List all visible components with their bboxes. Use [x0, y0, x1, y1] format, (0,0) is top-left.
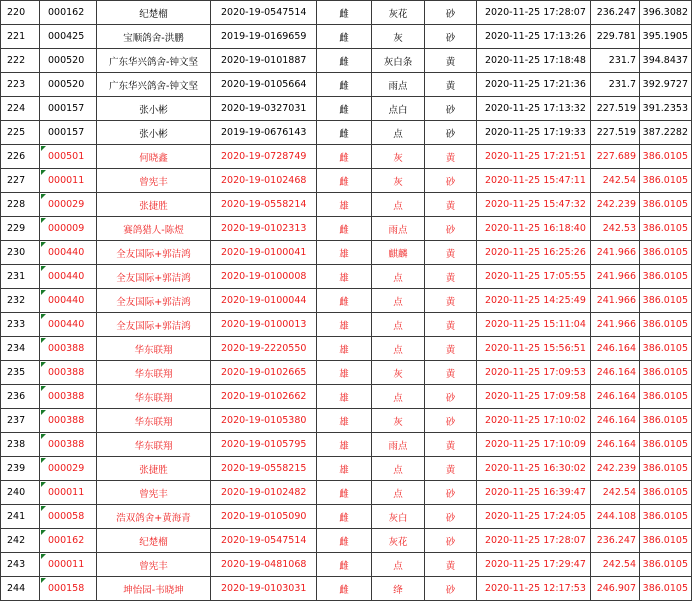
arrival-time-cell[interactable]: 2020-11-25 17:18:48 — [477, 49, 591, 73]
feather-color-cell[interactable]: 点 — [372, 481, 425, 505]
sex-cell[interactable]: 雄 — [317, 385, 372, 409]
ring-number-cell[interactable]: 2020-19-0102482 — [211, 481, 317, 505]
rank-cell[interactable]: 238 — [1, 433, 40, 457]
ring-number-cell[interactable]: 2020-19-0100013 — [211, 313, 317, 337]
distance-cell[interactable]: 242.239 — [591, 457, 640, 481]
member-id-cell[interactable]: 000157 — [40, 97, 97, 121]
table-row — [1, 457, 692, 481]
feather-color-cell[interactable]: 雨点 — [372, 73, 425, 97]
arrival-time-cell[interactable]: 2020-11-25 17:13:32 — [477, 97, 591, 121]
distance-cell[interactable]: 244.108 — [591, 505, 640, 529]
speed-cell[interactable]: 394.8437 — [640, 49, 692, 73]
table-row — [1, 409, 692, 433]
rank-cell[interactable]: 241 — [1, 505, 40, 529]
distance-cell[interactable]: 242.54 — [591, 553, 640, 577]
member-id-cell[interactable]: 000058 — [40, 505, 97, 529]
member-id-cell[interactable]: 000440 — [40, 289, 97, 313]
distance-cell[interactable]: 246.164 — [591, 361, 640, 385]
ring-number-cell[interactable]: 2020-19-0558215 — [211, 457, 317, 481]
member-id-cell[interactable]: 000029 — [40, 193, 97, 217]
arrival-time-cell[interactable]: 2020-11-25 15:56:51 — [477, 337, 591, 361]
member-id-cell[interactable]: 000011 — [40, 481, 97, 505]
owner-name-cell[interactable]: 全友国际+郭洁鸿 — [97, 265, 211, 289]
eye-sand-cell[interactable]: 黄 — [425, 145, 477, 169]
speed-cell[interactable]: 386.0105 — [640, 145, 692, 169]
owner-name-cell[interactable]: 张小彬 — [97, 121, 211, 145]
arrival-time-cell[interactable]: 2020-11-25 17:28:07 — [477, 1, 591, 25]
table-row — [1, 313, 692, 337]
eye-sand-cell[interactable]: 黄 — [425, 337, 477, 361]
eye-sand-cell[interactable]: 砂 — [425, 505, 477, 529]
ring-number-cell[interactable]: 2020-19-0558214 — [211, 193, 317, 217]
owner-name-cell[interactable]: 曾宪丰 — [97, 169, 211, 193]
eye-sand-cell[interactable]: 砂 — [425, 97, 477, 121]
table-row — [1, 145, 692, 169]
ring-number-cell[interactable]: 2020-19-0105380 — [211, 409, 317, 433]
ring-number-cell[interactable]: 2020-19-0105795 — [211, 433, 317, 457]
eye-sand-cell[interactable]: 砂 — [425, 121, 477, 145]
rank-cell[interactable]: 221 — [1, 25, 40, 49]
speed-cell[interactable]: 386.0105 — [640, 193, 692, 217]
ring-number-cell[interactable]: 2020-19-0481068 — [211, 553, 317, 577]
ring-number-cell[interactable]: 2020-19-0103031 — [211, 577, 317, 601]
sex-cell[interactable]: 雌 — [317, 97, 372, 121]
rank-cell[interactable]: 229 — [1, 217, 40, 241]
eye-sand-cell[interactable]: 黄 — [425, 265, 477, 289]
sex-cell[interactable]: 雌 — [317, 1, 372, 25]
feather-color-cell[interactable]: 点 — [372, 265, 425, 289]
member-id-cell[interactable]: 000440 — [40, 265, 97, 289]
rank-cell[interactable]: 222 — [1, 49, 40, 73]
table-row — [1, 337, 692, 361]
speed-cell[interactable]: 386.0105 — [640, 505, 692, 529]
table-row — [1, 577, 692, 601]
rank-cell[interactable]: 227 — [1, 169, 40, 193]
owner-name-cell[interactable]: 全友国际+郭洁鸿 — [97, 313, 211, 337]
eye-sand-cell[interactable]: 砂 — [425, 25, 477, 49]
feather-color-cell[interactable]: 灰 — [372, 169, 425, 193]
owner-name-cell[interactable]: 宝顺鸽舍-洪鹏 — [97, 25, 211, 49]
table-row — [1, 217, 692, 241]
member-id-cell[interactable]: 000440 — [40, 241, 97, 265]
distance-cell[interactable]: 227.519 — [591, 121, 640, 145]
eye-sand-cell[interactable]: 砂 — [425, 1, 477, 25]
distance-cell[interactable]: 246.164 — [591, 337, 640, 361]
distance-cell[interactable]: 241.966 — [591, 241, 640, 265]
eye-sand-cell[interactable]: 黄 — [425, 361, 477, 385]
distance-cell[interactable]: 246.164 — [591, 409, 640, 433]
owner-name-cell[interactable]: 纪楚榴 — [97, 1, 211, 25]
speed-cell[interactable]: 386.0105 — [640, 481, 692, 505]
owner-name-cell[interactable]: 华东联翔 — [97, 337, 211, 361]
speed-cell[interactable]: 391.2353 — [640, 97, 692, 121]
feather-color-cell[interactable]: 雨点 — [372, 217, 425, 241]
distance-cell[interactable]: 236.247 — [591, 529, 640, 553]
sex-cell[interactable]: 雌 — [317, 529, 372, 553]
owner-name-cell[interactable]: 张小彬 — [97, 97, 211, 121]
speed-cell[interactable]: 386.0105 — [640, 529, 692, 553]
ring-number-cell[interactable]: 2020-19-0100008 — [211, 265, 317, 289]
distance-cell[interactable]: 231.7 — [591, 49, 640, 73]
arrival-time-cell[interactable]: 2020-11-25 17:19:33 — [477, 121, 591, 145]
speed-cell[interactable]: 396.3082 — [640, 1, 692, 25]
owner-name-cell[interactable]: 张捷胜 — [97, 193, 211, 217]
ring-number-cell[interactable]: 2020-19-0100041 — [211, 241, 317, 265]
member-id-cell[interactable]: 000388 — [40, 433, 97, 457]
feather-color-cell[interactable]: 灰 — [372, 25, 425, 49]
table-row — [1, 433, 692, 457]
speed-cell[interactable]: 386.0105 — [640, 217, 692, 241]
distance-cell[interactable]: 242.239 — [591, 193, 640, 217]
arrival-time-cell[interactable]: 2020-11-25 17:10:02 — [477, 409, 591, 433]
feather-color-cell[interactable]: 点 — [372, 385, 425, 409]
ring-number-cell[interactable]: 2020-19-0105664 — [211, 73, 317, 97]
speed-cell[interactable]: 392.9727 — [640, 73, 692, 97]
distance-cell[interactable]: 242.54 — [591, 481, 640, 505]
eye-sand-cell[interactable]: 黄 — [425, 457, 477, 481]
rank-cell[interactable]: 236 — [1, 385, 40, 409]
feather-color-cell[interactable]: 点 — [372, 337, 425, 361]
owner-name-cell[interactable]: 广东华兴鸽舍-钟文坚 — [97, 73, 211, 97]
sex-cell[interactable]: 雌 — [317, 217, 372, 241]
sex-cell[interactable]: 雄 — [317, 433, 372, 457]
eye-sand-cell[interactable]: 砂 — [425, 217, 477, 241]
sex-cell[interactable]: 雌 — [317, 73, 372, 97]
distance-cell[interactable]: 246.164 — [591, 385, 640, 409]
owner-name-cell[interactable]: 赛鸽猎人-陈煜 — [97, 217, 211, 241]
feather-color-cell[interactable]: 灰花 — [372, 529, 425, 553]
feather-color-cell[interactable]: 麒麟 — [372, 241, 425, 265]
arrival-time-cell[interactable]: 2020-11-25 17:29:47 — [477, 553, 591, 577]
owner-name-cell[interactable]: 华东联翔 — [97, 409, 211, 433]
member-id-cell[interactable]: 000440 — [40, 313, 97, 337]
member-id-cell[interactable]: 000388 — [40, 337, 97, 361]
eye-sand-cell[interactable]: 黄 — [425, 553, 477, 577]
sex-cell[interactable]: 雌 — [317, 25, 372, 49]
member-id-cell[interactable]: 000520 — [40, 73, 97, 97]
owner-name-cell[interactable]: 浩双鸽舍+黄海青 — [97, 505, 211, 529]
distance-cell[interactable]: 241.966 — [591, 289, 640, 313]
eye-sand-cell[interactable]: 砂 — [425, 529, 477, 553]
table-row — [1, 361, 692, 385]
feather-color-cell[interactable]: 点 — [372, 121, 425, 145]
member-id-cell[interactable]: 000520 — [40, 49, 97, 73]
ring-number-cell[interactable]: 2020-19-0728749 — [211, 145, 317, 169]
feather-color-cell[interactable]: 点 — [372, 313, 425, 337]
rank-cell[interactable]: 239 — [1, 457, 40, 481]
eye-sand-cell[interactable]: 砂 — [425, 385, 477, 409]
owner-name-cell[interactable]: 全友国际+郭洁鸿 — [97, 241, 211, 265]
eye-sand-cell[interactable]: 砂 — [425, 409, 477, 433]
member-id-cell[interactable]: 000158 — [40, 577, 97, 601]
sex-cell[interactable]: 雄 — [317, 409, 372, 433]
sex-cell[interactable]: 雌 — [317, 169, 372, 193]
rank-cell[interactable]: 240 — [1, 481, 40, 505]
feather-color-cell[interactable]: 雨点 — [372, 433, 425, 457]
speed-cell[interactable]: 386.0105 — [640, 409, 692, 433]
owner-name-cell[interactable]: 何晓鑫 — [97, 145, 211, 169]
ring-number-cell[interactable]: 2020-19-0102665 — [211, 361, 317, 385]
rank-cell[interactable]: 223 — [1, 73, 40, 97]
ring-number-cell[interactable]: 2020-19-0327031 — [211, 97, 317, 121]
table-row — [1, 25, 692, 49]
rank-cell[interactable]: 234 — [1, 337, 40, 361]
rank-cell[interactable]: 226 — [1, 145, 40, 169]
sex-cell[interactable]: 雌 — [317, 289, 372, 313]
ring-number-cell[interactable]: 2020-19-0547514 — [211, 529, 317, 553]
owner-name-cell[interactable]: 华东联翔 — [97, 433, 211, 457]
speed-cell[interactable]: 386.0105 — [640, 169, 692, 193]
member-id-cell[interactable]: 000162 — [40, 1, 97, 25]
ring-number-cell[interactable]: 2020-19-0102662 — [211, 385, 317, 409]
feather-color-cell[interactable]: 灰 — [372, 409, 425, 433]
feather-color-cell[interactable]: 点 — [372, 289, 425, 313]
owner-name-cell[interactable]: 全友国际+郭洁鸿 — [97, 289, 211, 313]
table-row — [1, 169, 692, 193]
arrival-time-cell[interactable]: 2020-11-25 17:09:53 — [477, 361, 591, 385]
member-id-cell[interactable]: 000162 — [40, 529, 97, 553]
owner-name-cell[interactable]: 曾宪丰 — [97, 481, 211, 505]
sex-cell[interactable]: 雄 — [317, 241, 372, 265]
rank-cell[interactable]: 224 — [1, 97, 40, 121]
eye-sand-cell[interactable]: 黄 — [425, 73, 477, 97]
table-row — [1, 289, 692, 313]
table-row — [1, 385, 692, 409]
table-row — [1, 193, 692, 217]
speed-cell[interactable]: 386.0105 — [640, 241, 692, 265]
arrival-time-cell[interactable]: 2020-11-25 17:10:09 — [477, 433, 591, 457]
arrival-time-cell[interactable]: 2020-11-25 15:11:04 — [477, 313, 591, 337]
feather-color-cell[interactable]: 点 — [372, 457, 425, 481]
arrival-time-cell[interactable]: 2020-11-25 17:28:07 — [477, 529, 591, 553]
ring-number-cell[interactable]: 2020-19-0102313 — [211, 217, 317, 241]
speed-cell[interactable]: 386.0105 — [640, 385, 692, 409]
speed-cell[interactable]: 386.0105 — [640, 265, 692, 289]
sex-cell[interactable]: 雌 — [317, 505, 372, 529]
member-id-cell[interactable]: 000388 — [40, 385, 97, 409]
arrival-time-cell[interactable]: 2020-11-25 17:13:26 — [477, 25, 591, 49]
sex-cell[interactable]: 雄 — [317, 193, 372, 217]
distance-cell[interactable]: 229.781 — [591, 25, 640, 49]
speed-cell[interactable]: 386.0105 — [640, 289, 692, 313]
distance-cell[interactable]: 242.53 — [591, 217, 640, 241]
arrival-time-cell[interactable]: 2020-11-25 15:47:32 — [477, 193, 591, 217]
arrival-time-cell[interactable]: 2020-11-25 15:47:11 — [477, 169, 591, 193]
speed-cell[interactable]: 386.0105 — [640, 313, 692, 337]
eye-sand-cell[interactable]: 黄 — [425, 193, 477, 217]
arrival-time-cell[interactable]: 2020-11-25 16:18:40 — [477, 217, 591, 241]
owner-name-cell[interactable]: 华东联翔 — [97, 361, 211, 385]
arrival-time-cell[interactable]: 2020-11-25 17:21:51 — [477, 145, 591, 169]
arrival-time-cell[interactable]: 2020-11-25 17:09:58 — [477, 385, 591, 409]
speed-cell[interactable]: 386.0105 — [640, 337, 692, 361]
sex-cell[interactable]: 雌 — [317, 49, 372, 73]
sex-cell[interactable]: 雄 — [317, 457, 372, 481]
owner-name-cell[interactable]: 华东联翔 — [97, 385, 211, 409]
feather-color-cell[interactable]: 点 — [372, 553, 425, 577]
rank-cell[interactable]: 230 — [1, 241, 40, 265]
rank-cell[interactable]: 220 — [1, 1, 40, 25]
member-id-cell[interactable]: 000011 — [40, 553, 97, 577]
distance-cell[interactable]: 236.247 — [591, 1, 640, 25]
speed-cell[interactable]: 386.0105 — [640, 457, 692, 481]
owner-name-cell[interactable]: 张捷胜 — [97, 457, 211, 481]
distance-cell[interactable]: 246.164 — [591, 433, 640, 457]
arrival-time-cell[interactable]: 2020-11-25 12:17:53 — [477, 577, 591, 601]
eye-sand-cell[interactable]: 砂 — [425, 577, 477, 601]
table-row — [1, 49, 692, 73]
sex-cell[interactable]: 雌 — [317, 121, 372, 145]
speed-cell[interactable]: 386.0105 — [640, 553, 692, 577]
distance-cell[interactable]: 227.519 — [591, 97, 640, 121]
ring-number-cell[interactable]: 2020-19-0102468 — [211, 169, 317, 193]
speed-cell[interactable]: 386.0105 — [640, 361, 692, 385]
distance-cell[interactable]: 246.907 — [591, 577, 640, 601]
arrival-time-cell[interactable]: 2020-11-25 16:25:26 — [477, 241, 591, 265]
sex-cell[interactable]: 雄 — [317, 313, 372, 337]
sex-cell[interactable]: 雌 — [317, 577, 372, 601]
ring-number-cell[interactable]: 2020-19-0101887 — [211, 49, 317, 73]
rank-cell[interactable]: 235 — [1, 361, 40, 385]
table-row — [1, 553, 692, 577]
owner-name-cell[interactable]: 广东华兴鸽舍-钟文坚 — [97, 49, 211, 73]
feather-color-cell[interactable]: 点 — [372, 193, 425, 217]
rank-cell[interactable]: 225 — [1, 121, 40, 145]
arrival-time-cell[interactable]: 2020-11-25 16:39:47 — [477, 481, 591, 505]
speed-cell[interactable]: 395.1905 — [640, 25, 692, 49]
table-row — [1, 73, 692, 97]
member-id-cell[interactable]: 000157 — [40, 121, 97, 145]
eye-sand-cell[interactable]: 砂 — [425, 481, 477, 505]
feather-color-cell[interactable]: 灰白条 — [372, 49, 425, 73]
member-id-cell[interactable]: 000425 — [40, 25, 97, 49]
owner-name-cell[interactable]: 纪楚榴 — [97, 529, 211, 553]
distance-cell[interactable]: 241.966 — [591, 313, 640, 337]
results-rows — [1, 1, 692, 601]
ring-number-cell[interactable]: 2020-19-2220550 — [211, 337, 317, 361]
feather-color-cell[interactable]: 灰花 — [372, 1, 425, 25]
rank-cell[interactable]: 232 — [1, 289, 40, 313]
feather-color-cell[interactable]: 绛 — [372, 577, 425, 601]
table-row — [1, 1, 692, 25]
table-row — [1, 481, 692, 505]
rank-cell[interactable]: 228 — [1, 193, 40, 217]
feather-color-cell[interactable]: 点白 — [372, 97, 425, 121]
owner-name-cell[interactable]: 曾宪丰 — [97, 553, 211, 577]
sex-cell[interactable]: 雌 — [317, 145, 372, 169]
sex-cell[interactable]: 雄 — [317, 265, 372, 289]
rank-cell[interactable]: 233 — [1, 313, 40, 337]
distance-cell[interactable]: 231.7 — [591, 73, 640, 97]
sex-cell[interactable]: 雄 — [317, 337, 372, 361]
member-id-cell[interactable]: 000501 — [40, 145, 97, 169]
feather-color-cell[interactable]: 灰白 — [372, 505, 425, 529]
ring-number-cell[interactable]: 2019-19-0169659 — [211, 25, 317, 49]
rank-cell[interactable]: 237 — [1, 409, 40, 433]
eye-sand-cell[interactable]: 黄 — [425, 313, 477, 337]
ring-number-cell[interactable]: 2020-19-0547514 — [211, 1, 317, 25]
ring-number-cell[interactable]: 2019-19-0676143 — [211, 121, 317, 145]
eye-sand-cell[interactable]: 黄 — [425, 433, 477, 457]
eye-sand-cell[interactable]: 黄 — [425, 241, 477, 265]
sex-cell[interactable]: 雌 — [317, 481, 372, 505]
owner-name-cell[interactable]: 坤怡园-韦晓坤 — [97, 577, 211, 601]
ring-number-cell[interactable]: 2020-19-0105090 — [211, 505, 317, 529]
speed-cell[interactable]: 387.2282 — [640, 121, 692, 145]
member-id-cell[interactable]: 000011 — [40, 169, 97, 193]
distance-cell[interactable]: 241.966 — [591, 265, 640, 289]
speed-cell[interactable]: 386.0105 — [640, 433, 692, 457]
speed-cell[interactable]: 386.0105 — [640, 577, 692, 601]
rank-cell[interactable]: 231 — [1, 265, 40, 289]
arrival-time-cell[interactable]: 2020-11-25 16:30:02 — [477, 457, 591, 481]
ring-number-cell[interactable]: 2020-19-0100044 — [211, 289, 317, 313]
feather-color-cell[interactable]: 灰 — [372, 361, 425, 385]
member-id-cell[interactable]: 000388 — [40, 361, 97, 385]
member-id-cell[interactable]: 000388 — [40, 409, 97, 433]
arrival-time-cell[interactable]: 2020-11-25 14:25:49 — [477, 289, 591, 313]
table-row — [1, 505, 692, 529]
eye-sand-cell[interactable]: 黄 — [425, 49, 477, 73]
distance-cell[interactable]: 242.54 — [591, 169, 640, 193]
rank-cell[interactable]: 242 — [1, 529, 40, 553]
sex-cell[interactable]: 雄 — [317, 361, 372, 385]
distance-cell[interactable]: 227.689 — [591, 145, 640, 169]
table-row — [1, 265, 692, 289]
table-row — [1, 97, 692, 121]
feather-color-cell[interactable]: 灰 — [372, 145, 425, 169]
arrival-time-cell[interactable]: 2020-11-25 17:21:36 — [477, 73, 591, 97]
rank-cell[interactable]: 244 — [1, 577, 40, 601]
table-row — [1, 529, 692, 553]
member-id-cell[interactable]: 000009 — [40, 217, 97, 241]
eye-sand-cell[interactable]: 黄 — [425, 289, 477, 313]
eye-sand-cell[interactable]: 砂 — [425, 169, 477, 193]
sex-cell[interactable]: 雌 — [317, 553, 372, 577]
member-id-cell[interactable]: 000029 — [40, 457, 97, 481]
arrival-time-cell[interactable]: 2020-11-25 17:24:05 — [477, 505, 591, 529]
table-row — [1, 121, 692, 145]
arrival-time-cell[interactable]: 2020-11-25 17:05:55 — [477, 265, 591, 289]
rank-cell[interactable]: 243 — [1, 553, 40, 577]
table-row — [1, 241, 692, 265]
